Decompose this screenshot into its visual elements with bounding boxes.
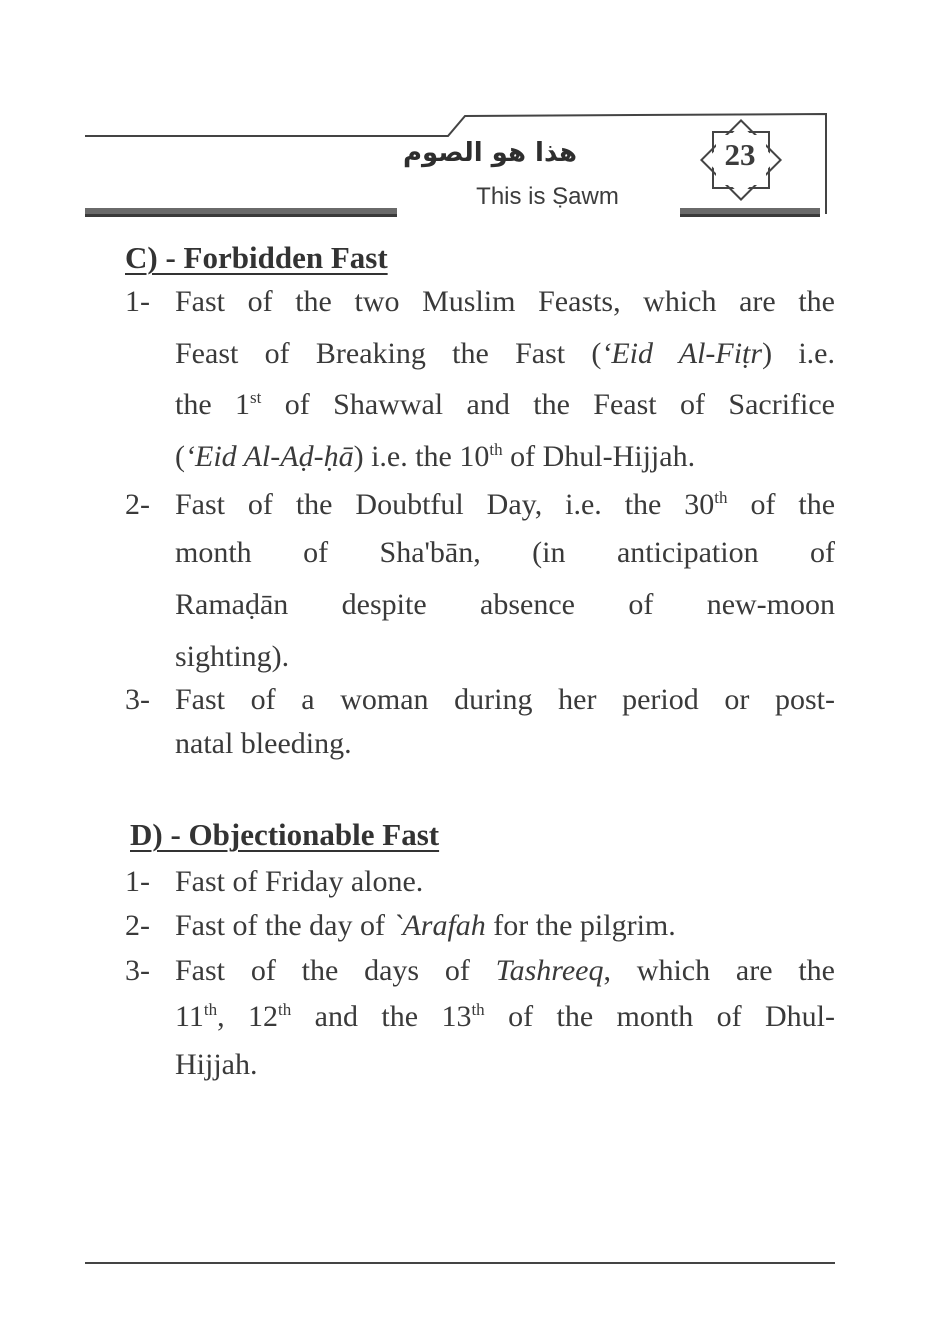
list-item-number: 3- <box>125 683 150 716</box>
section-heading-forbidden-fast: C) - Forbidden Fast <box>125 240 388 275</box>
list-item-number: 3- <box>125 954 150 987</box>
list-item-number: 2- <box>125 488 150 521</box>
english-book-title: This is Ṣawm <box>476 183 619 210</box>
arabic-book-title: هذا هو الصوم <box>402 138 578 168</box>
list-item-number: 1- <box>125 865 150 898</box>
list-item-number: 2- <box>125 909 150 942</box>
section-heading-objectionable-fast: D) - Objectionable Fast <box>130 817 440 852</box>
footer-rule <box>85 1262 835 1264</box>
list-item-number: 1- <box>125 285 150 318</box>
page-number: 23 <box>724 137 756 172</box>
page-header <box>0 0 936 230</box>
